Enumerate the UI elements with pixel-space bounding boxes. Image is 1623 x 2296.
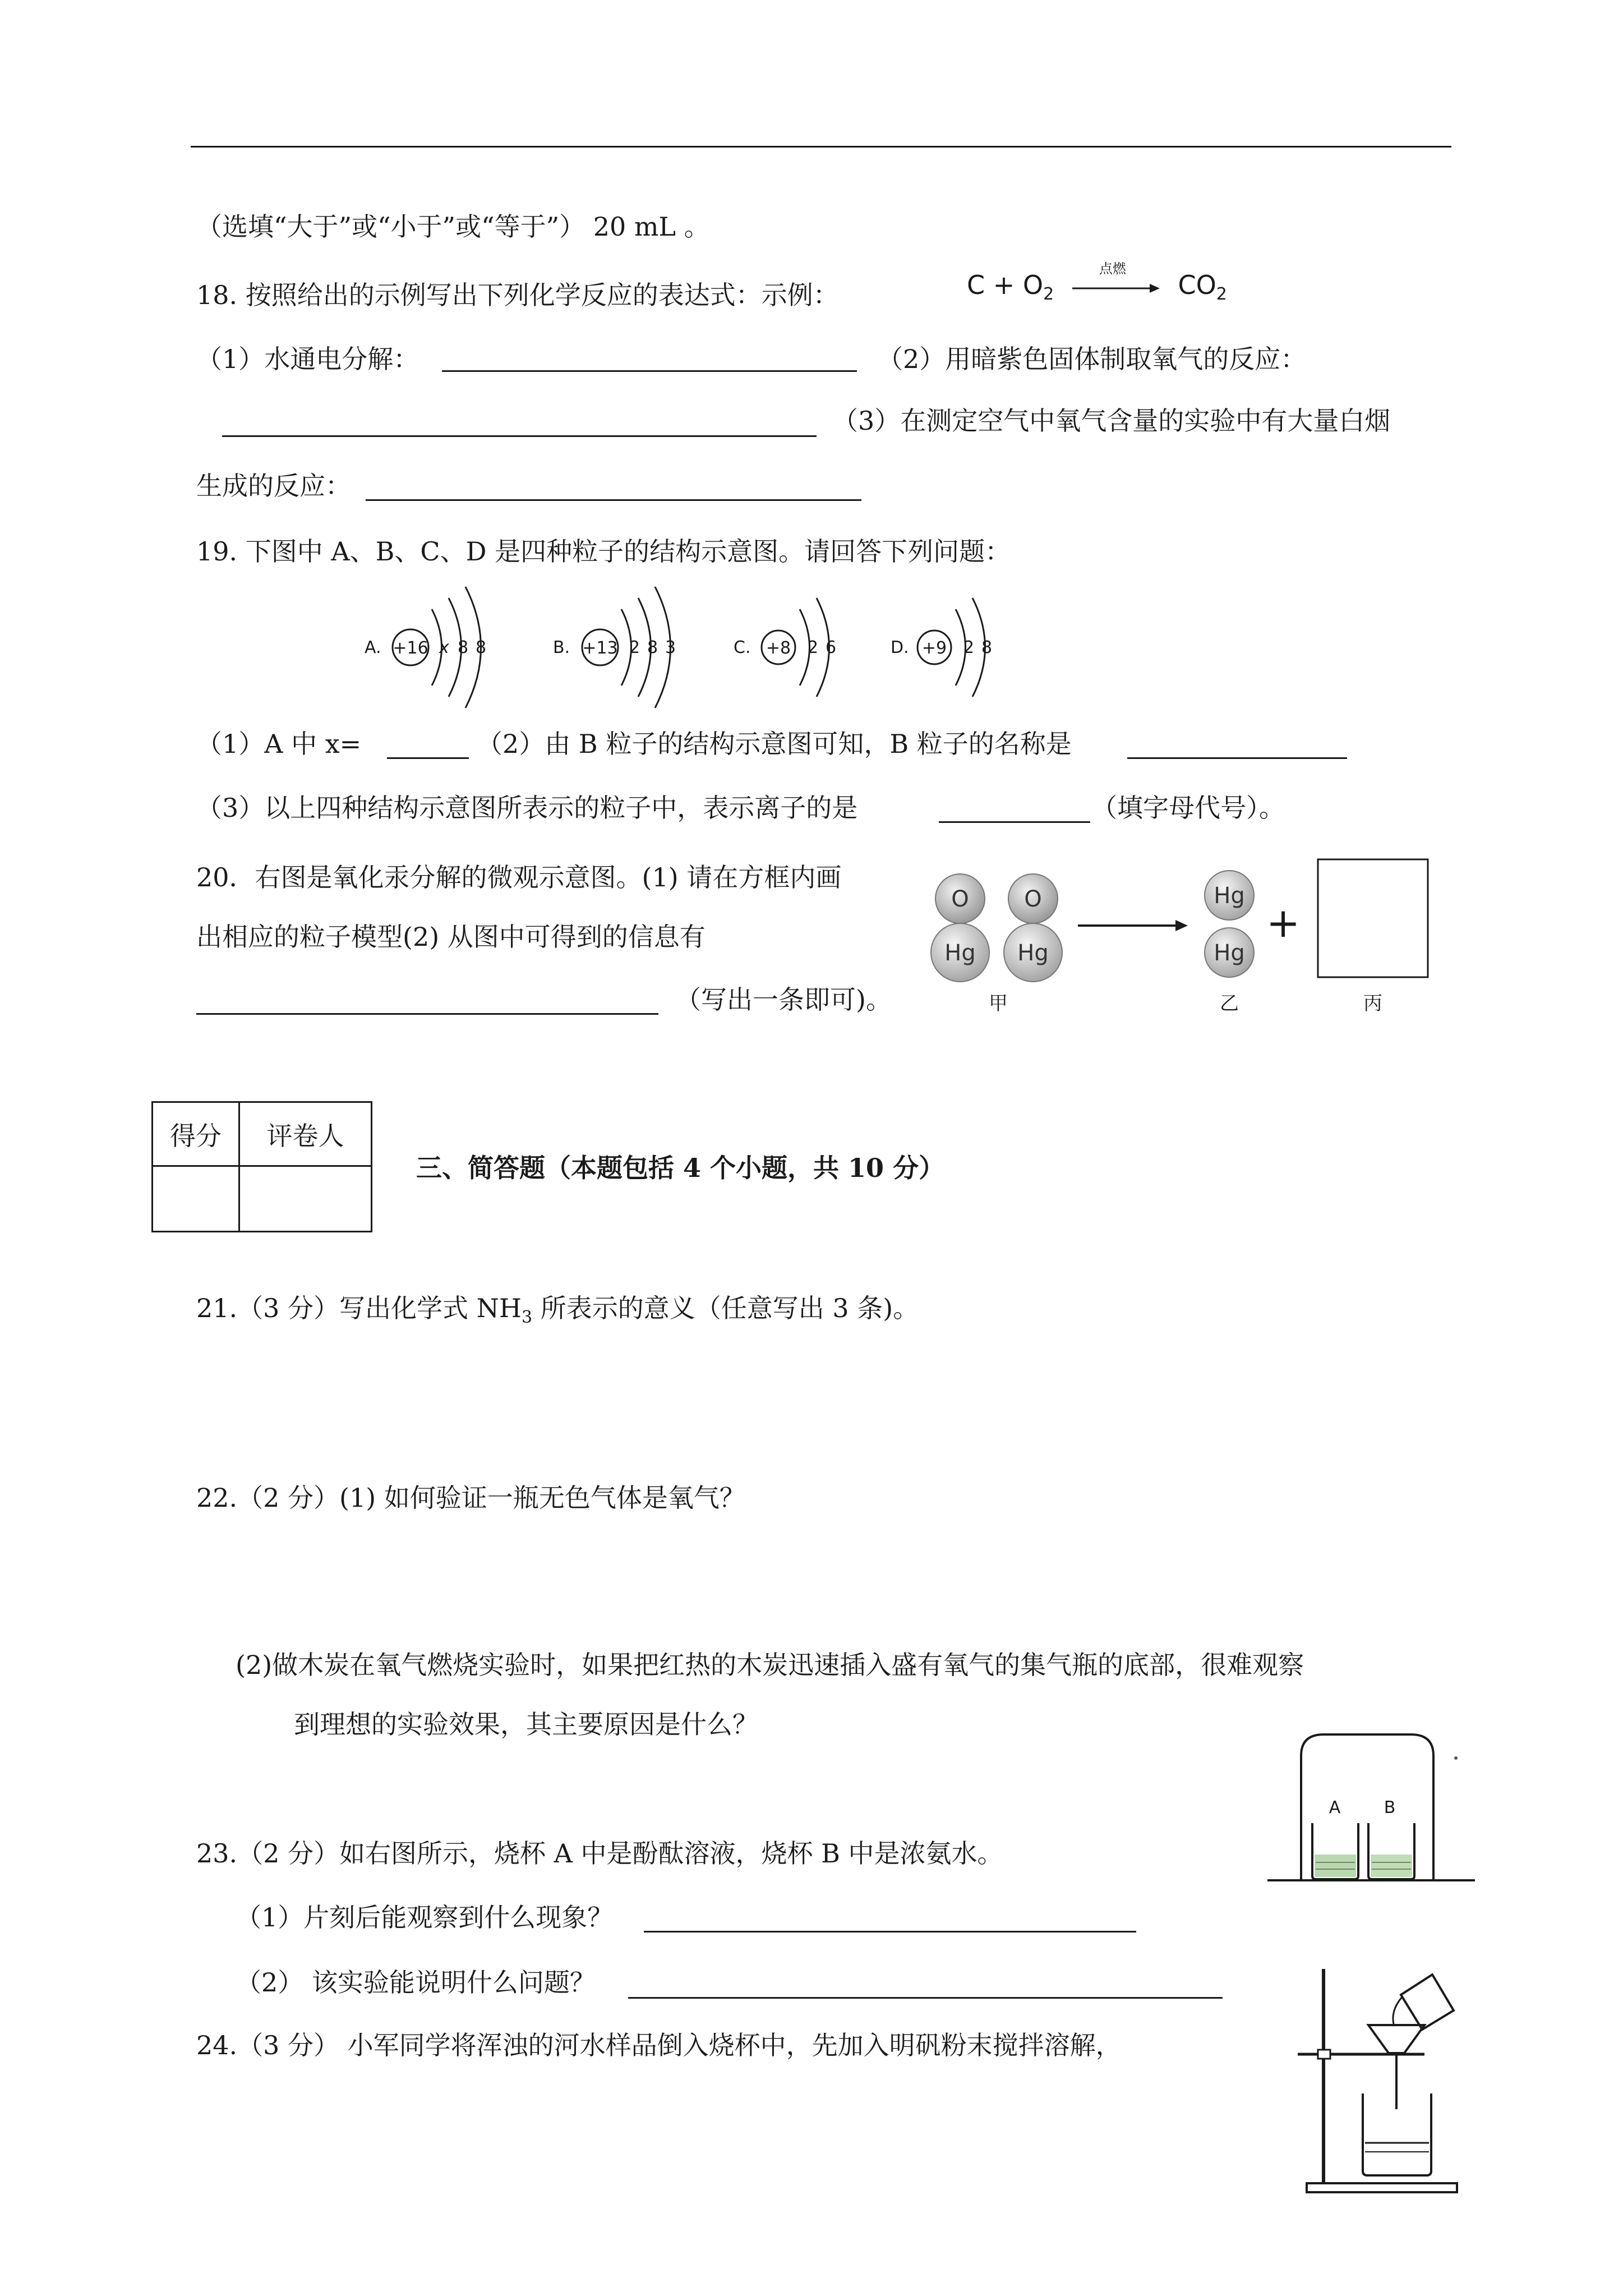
particle-d-nucleus-charge: +9: [921, 638, 947, 658]
q22-part1: 22.（2 分）(1) 如何验证一瓶无色气体是氧气？: [196, 1483, 745, 1513]
arrow-icon: [1071, 280, 1161, 297]
particle-c-diagram: [734, 598, 836, 697]
mercury-atoms-product: [1205, 871, 1254, 977]
q23-part1-blank: [644, 1931, 1136, 1932]
oxygen-atom-label: O: [951, 886, 969, 912]
q19-part3-suffix: （填字母代号）。: [1091, 793, 1285, 823]
particle-c-nucleus-charge: +8: [766, 638, 791, 658]
beaker-b-label: B: [1384, 1798, 1396, 1818]
mercury-atom-label: Hg: [944, 940, 976, 966]
q18-example-equation: [967, 260, 1227, 311]
q19-part2: （2）由 B 粒子的结构示意图可知，B 粒子的名称是: [477, 729, 1072, 759]
particle-b-label: B.: [553, 638, 570, 657]
example-product: CO: [1178, 270, 1216, 300]
label-jia: 甲: [989, 992, 1008, 1015]
q21-text-post: 所表示的意义（任意写出 3 条)。: [532, 1293, 919, 1323]
q19-part1: （1）A 中 x=: [196, 729, 362, 759]
particle-c-shell-2: 6: [826, 638, 837, 657]
beaker-a: [1312, 1823, 1358, 1879]
particle-d-label: D.: [891, 638, 909, 657]
q22-part2-line2: 到理想的实验效果，其主要原因是什么？: [294, 1709, 758, 1740]
hgo-molecule-1: [931, 874, 989, 982]
label-yi: 乙: [1220, 992, 1239, 1015]
q20-line1: 20．右图是氧化汞分解的微观示意图。(1) 请在方框内画: [196, 862, 842, 892]
answer-box[interactable]: [1318, 859, 1428, 977]
label-bing: 丙: [1363, 992, 1382, 1015]
q18-part3-blank: [366, 499, 861, 501]
example-co2-subscript: 2: [1216, 284, 1227, 305]
hgo-molecule-2: [1004, 874, 1062, 982]
q23-part2-blank: [628, 1997, 1223, 1999]
particle-b-shell-1: 2: [629, 638, 640, 657]
q21-text-pre: 21.（3 分）写出化学式 NH: [196, 1293, 522, 1323]
beaker-b: [1368, 1823, 1414, 1879]
score-header: 得分: [153, 1102, 239, 1166]
grader-header: 评卷人: [239, 1102, 372, 1166]
example-reactants: C + O: [967, 270, 1044, 300]
q18-part1: （1）水通电分解：: [196, 344, 419, 374]
q23-part1: （1）片刻后能观察到什么现象？: [236, 1902, 614, 1932]
particle-a-shell-2: 8: [458, 638, 469, 657]
reaction-condition: 点燃: [1099, 260, 1126, 277]
q18-part3-line2: 生成的反应：: [196, 471, 351, 501]
header-rule: [191, 146, 1451, 148]
reaction-arrow: [1071, 260, 1161, 298]
particle-b-shell-2: 8: [647, 638, 658, 657]
filtration-apparatus: [1290, 1963, 1469, 2199]
q19-part3: （3）以上四种结构示意图所表示的粒子中，表示离子的是: [196, 793, 858, 823]
q22-part2-line1: (2)做木炭在氧气燃烧实验时，如果把红热的木炭迅速插入盛有氧气的集气瓶的底部，很难观察: [236, 1650, 1304, 1680]
atomic-structure-diagrams: [348, 576, 1021, 733]
q19-stem: 19. 下图中 A、B、C、D 是四种粒子的结构示意图。请回答下列问题：: [196, 536, 1011, 567]
q23-stem: 23.（2 分）如右图所示，烧杯 A 中是酚酞溶液，烧杯 B 中是浓氨水。: [196, 1838, 1003, 1869]
plus-sign: +: [1266, 899, 1301, 946]
q19-part3-blank: [939, 821, 1090, 823]
mercury-atom-label: Hg: [1214, 883, 1245, 909]
particle-d-diagram: [891, 598, 992, 697]
q21-subscript: 3: [522, 1308, 533, 1328]
q18-stem: 18. 按照给出的示例写出下列化学反应的表达式：示例：: [196, 280, 839, 310]
arrow-icon: [1078, 920, 1188, 931]
particle-b-nucleus-charge: +13: [582, 638, 618, 658]
section3-title: 三、简答题（本题包括 4 个小题，共 10 分）: [416, 1153, 945, 1183]
particle-a-shell-3: 8: [476, 638, 487, 657]
beaker-a-label: A: [1329, 1798, 1341, 1818]
particle-a-diagram: [365, 587, 486, 708]
score-cell[interactable]: [153, 1166, 239, 1232]
particle-b-shell-3: 3: [665, 638, 676, 657]
q23-part2: （2） 该实验能说明什么问题？: [236, 1967, 596, 1998]
q24-stem: 24.（3 分） 小军同学将浑浊的河水样品倒入烧杯中，先加入明矾粉末搅拌溶解，: [196, 2030, 1122, 2060]
pouring-beaker: [1393, 1975, 1454, 2030]
q20-line3: （写出一条即可)。: [675, 984, 892, 1015]
q18-part1-blank: [442, 370, 857, 372]
particle-c-shell-1: 2: [808, 638, 819, 657]
particle-d-shell-1: 2: [963, 638, 975, 657]
funnel: [1368, 2025, 1424, 2109]
q17-tail: （选填“大于”或“小于”或“等于”） 20 mL 。: [196, 211, 710, 242]
q20-answer-blank: [196, 1013, 658, 1015]
particle-a-nucleus-charge: +16: [393, 638, 428, 658]
q18-part3-line1: （3）在测定空气中氧气含量的实验中有大量白烟: [832, 406, 1391, 436]
example-o2-subscript: 2: [1043, 284, 1054, 305]
q19-part2-blank: [1127, 757, 1347, 759]
particle-a-label: A.: [365, 638, 381, 657]
q18-part2-blank: [222, 435, 817, 437]
mercury-atom-label: Hg: [1214, 940, 1245, 966]
q18-part2: （2）用暗紫色固体制取氧气的反应：: [877, 344, 1307, 374]
grader-cell[interactable]: [239, 1166, 372, 1232]
score-table: [151, 1101, 372, 1232]
mercury-oxide-decomposition-diagram: [925, 858, 1453, 1021]
particle-d-shell-2: 8: [981, 638, 993, 657]
particle-b-diagram: [553, 587, 676, 708]
q20-line2: 出相应的粒子模型(2) 从图中可得到的信息有: [196, 922, 706, 952]
ammonia-diffusion-apparatus: [1267, 1722, 1481, 1885]
particle-a-shell-1: x: [439, 638, 449, 657]
particle-c-label: C.: [734, 638, 751, 657]
oxygen-atom-label: O: [1024, 886, 1042, 912]
mercury-atom-label: Hg: [1017, 940, 1049, 966]
q21-stem: [196, 1291, 919, 1335]
q19-part1-blank: [387, 757, 469, 759]
